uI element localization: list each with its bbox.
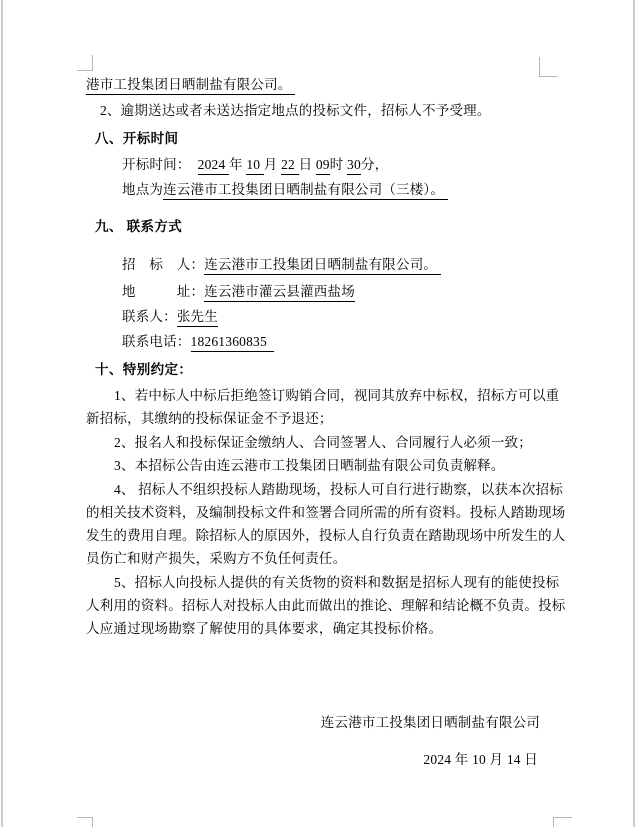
- bid-month-unit: 月: [263, 157, 282, 172]
- special-term-line: 5、招标人向投标人提供的有关货物的资料和数据是招标人现有的能使投标: [114, 575, 560, 590]
- contact-label-address: 地 址：: [122, 284, 205, 299]
- special-term-line: 的相关技术资料，及编制投标文件和签署合同所需的所有资料。投标人踏勘现场: [86, 505, 566, 520]
- contact-label-person: 联系人：: [122, 309, 177, 324]
- bid-year-value: 2024: [198, 157, 229, 175]
- bid-month-value: 10: [246, 157, 263, 175]
- text-boundary-mark-bottom-left: [77, 817, 93, 827]
- contact-value-tenderer: 连云港市工投集团日晒制盐有限公司。: [204, 257, 440, 275]
- contact-label-tenderer: 招 标 人：: [122, 257, 205, 272]
- bid-year-unit: 年: [229, 157, 247, 172]
- bid-hour-value: 09: [316, 157, 330, 175]
- special-term-line: 人应通过现场勘察了解使用的具体要求，确定其投标价格。: [86, 621, 443, 636]
- continuation-line: [86, 76, 295, 94]
- bid-minute-value: 30: [347, 157, 361, 175]
- bid-location-value: 连云港市工投集团日晒制盐有限公司（三楼）。: [163, 182, 448, 200]
- signature-company: 连云港市工投集团日晒制盐有限公司: [320, 715, 540, 730]
- text-boundary-mark-bottom-right: [553, 817, 572, 827]
- contact-row-tenderer: [122, 256, 441, 274]
- contact-value-phone: 18261360835: [191, 334, 275, 352]
- bid-time-label: 开标时间：: [122, 157, 198, 172]
- special-term-line: 发生的费用自理。除招标人的原因外，投标人自行负责在踏勘现场中所发生的人: [86, 528, 566, 543]
- bid-location-prefix: 地点为: [122, 182, 164, 197]
- page-edge-left: [1, 0, 3, 827]
- continuation-text: 港市工投集团日晒制盐有限公司。: [86, 77, 295, 95]
- bid-day-value: 22: [281, 157, 298, 175]
- bid-hour-unit: 时: [329, 157, 348, 172]
- special-term-line: 3、本招标公告由连云港市工投集团日晒制盐有限公司负责解释。: [114, 458, 505, 473]
- bid-day-unit: 日: [298, 157, 316, 172]
- contact-row-phone: [122, 333, 274, 351]
- special-term-line: 员伤亡和财产损失，采购方不负任何责任。: [86, 551, 347, 566]
- section-heading-bid-opening: 八、开标时间: [95, 131, 179, 146]
- page-edge-right: [633, 0, 635, 827]
- special-term-line: 人利用的资料。招标人对投标人由此而做出的推论、理解和结论概不负责。投标: [86, 598, 566, 613]
- signature-date: 2024 年 10 月 14 日: [423, 752, 538, 767]
- special-term-line: 1、若中标人中标后拒绝签订购销合同，视同其放弃中标权，招标方可以重: [114, 388, 560, 403]
- bid-opening-location-line: [122, 181, 448, 199]
- bid-minute-unit: 分，: [360, 157, 389, 172]
- overdue-clause: 2、逾期送达或者未送达指定地点的投标文件，招标人不予受理。: [100, 103, 491, 118]
- bid-opening-time-line: [122, 156, 388, 174]
- contact-row-address: [122, 283, 355, 301]
- text-boundary-mark-top-right: [539, 57, 558, 77]
- text-boundary-mark-top-left: [77, 55, 93, 71]
- contact-value-address: 连云港市灌云县灌西盐场: [204, 284, 355, 302]
- section-heading-contact: 九、 联系方式: [95, 219, 183, 234]
- special-term-line: 新招标，其缴纳的投标保证金不予退还；: [86, 411, 333, 426]
- special-term-line: 4、 招标人不组织投标人踏勘现场，投标人可自行进行勘察，以获本次招标: [114, 482, 563, 497]
- contact-value-person: 张先生: [177, 309, 218, 327]
- section-heading-special-terms: 十、特别约定：: [95, 362, 193, 377]
- contact-label-phone: 联系电话：: [122, 334, 191, 349]
- special-term-line: 2、报名人和投标保证金缴纳人、合同签署人、合同履行人必须一致；: [114, 435, 532, 450]
- contact-row-person: [122, 308, 218, 326]
